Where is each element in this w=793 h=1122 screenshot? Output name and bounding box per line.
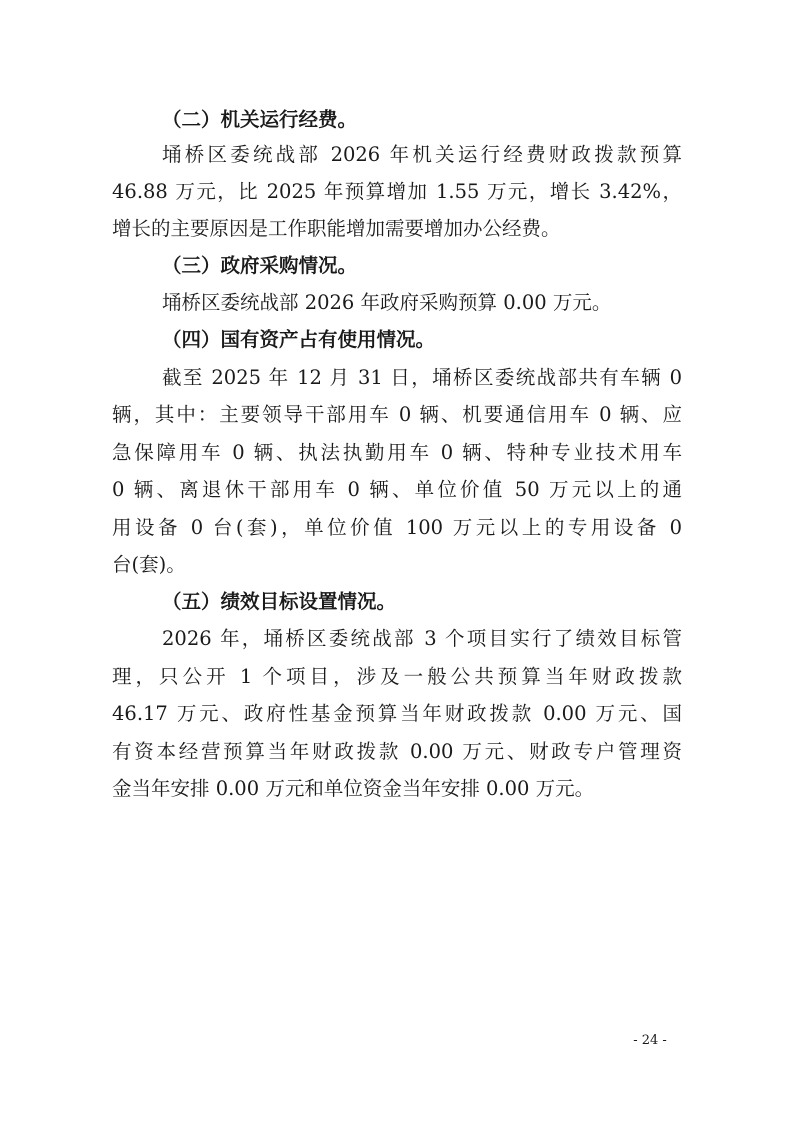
section-heading-5: （五）绩效目标设置情况。: [162, 590, 397, 613]
paragraph-line: 埇桥区委统战部 2026 年机关运行经费财政拨款预算: [162, 143, 682, 166]
paragraph-line: 46.88 万元，比 2025 年预算增加 1.55 万元，增长 3.42%，: [112, 180, 682, 203]
section-heading-2: （二）机关运行经费。: [162, 108, 358, 131]
paragraph-line: 辆，其中：主要领导干部用车 0 辆、机要通信用车 0 辆、应: [112, 403, 682, 426]
paragraph-line: 金当年安排 0.00 万元和单位资金当年安排 0.00 万元。: [112, 777, 595, 800]
paragraph-line: 0 辆、离退休干部用车 0 辆、单位价值 50 万元以上的通: [112, 478, 682, 501]
section-heading-3: （三）政府采购情况。: [162, 254, 358, 277]
paragraph-line: 截至 2025 年 12 月 31 日，埇桥区委统战部共有车辆 0: [162, 366, 682, 389]
paragraph-line: 2026 年，埇桥区委统战部 3 个项目实行了绩效目标管: [162, 627, 682, 650]
paragraph-line: 46.17 万元、政府性基金预算当年财政拨款 0.00 万元、国: [112, 702, 682, 725]
page-number: - 24 -: [633, 1033, 667, 1048]
paragraph-line: 台(套)。: [112, 553, 186, 576]
paragraph-line: 有资本经营预算当年财政拨款 0.00 万元、财政专户管理资: [112, 740, 682, 763]
section-heading-4: （四）国有资产占有使用情况。: [162, 328, 436, 351]
paragraph-line: 埇桥区委统战部 2026 年政府采购预算 0.00 万元。: [162, 291, 612, 314]
paragraph-line: 用设备 0 台(套)，单位价值 100 万元以上的专用设备 0: [112, 516, 682, 539]
paragraph-line: 增长的主要原因是工作职能增加需要增加办公经费。: [112, 217, 561, 240]
paragraph-line: 急保障用车 0 辆、执法执勤用车 0 辆、特种专业技术用车: [112, 441, 682, 464]
paragraph-line: 理，只公开 1 个项目，涉及一般公共预算当年财政拨款: [112, 665, 682, 688]
